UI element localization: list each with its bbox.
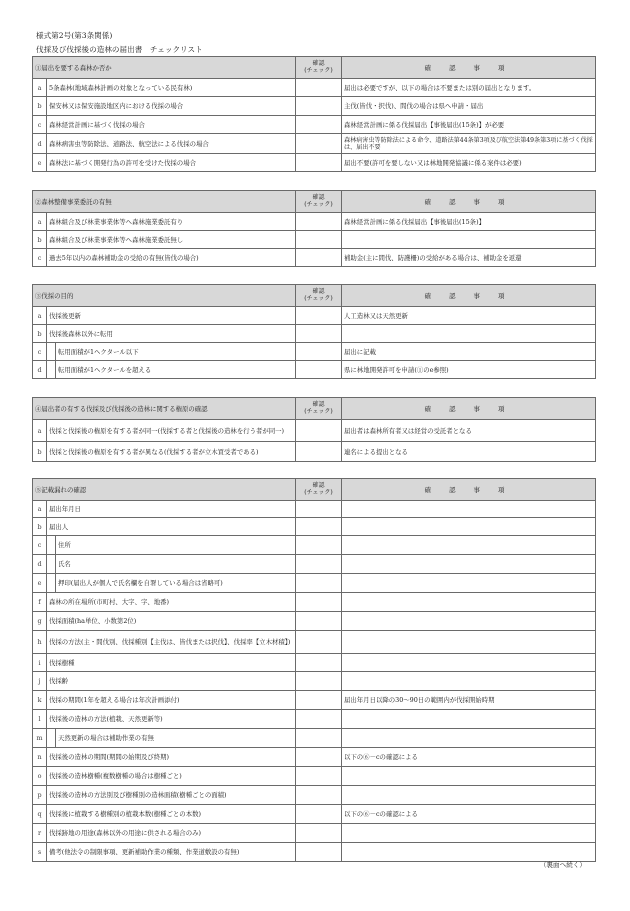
check-cell[interactable] [296,361,342,379]
row-letter: c [33,249,47,267]
confirm-note [342,231,596,249]
confirm-note: 届出年月日以降の30〜90日の範囲内が伐採開始時期 [342,691,596,710]
check-header-line2: (チェック) [304,200,333,208]
row-letter: a [33,420,47,442]
check-cell[interactable] [296,555,342,574]
checklist-row [33,843,596,862]
confirm-note [342,654,596,672]
checklist-row [33,361,596,379]
checklist-row [33,555,596,574]
row-item-text: 氏名 [56,555,296,574]
row-item-text: 伐採後の造林樹種(複数樹種の場合は樹種ごと) [47,767,296,786]
row-letter: a [33,79,47,97]
check-cell[interactable] [296,518,342,536]
check-cell[interactable] [296,612,342,631]
checklist-row [33,729,596,748]
document-title: 伐採及び伐採後の造林の届出書 チェックリスト [36,45,203,54]
confirm-note: 県に林地開発許可を申請(①のe参照) [342,361,596,379]
checklist-row [33,536,596,555]
checklist-row [33,767,596,786]
check-column-header [296,398,342,420]
confirm-column-header: 確 認 事 項 [342,398,596,420]
checklist-row [33,691,596,710]
confirm-note [342,631,596,654]
check-cell[interactable] [296,672,342,691]
check-cell[interactable] [296,343,342,361]
checklist-row [33,249,596,267]
confirm-column-header: 確 認 事 項 [342,479,596,501]
checklist-row [33,79,596,97]
check-cell[interactable] [296,631,342,654]
check-cell[interactable] [296,748,342,767]
row-item-text: 伐採の期間(1年を超える場合は年次計画添付) [47,691,296,710]
row-item-text: 伐採齢 [47,672,296,691]
check-header-line1: 確認 [312,59,325,67]
confirm-note [342,612,596,631]
confirm-note [342,536,596,555]
row-item-text: 森林の所在場所(市町村、大字、字、地番) [47,593,296,612]
confirm-note [342,325,596,343]
row-item-text: 伐採後森林以外に転用 [47,325,296,343]
section-title: ①届出を要する森林か否か [33,57,296,79]
row-letter: r [33,824,47,843]
confirm-note: 以下の⑥－cの確認による [342,805,596,824]
row-letter: b [33,97,47,116]
row-letter: b [33,325,47,343]
checklist-row [33,442,596,462]
section-title: ③伐採の目的 [33,285,296,307]
check-cell[interactable] [296,710,342,729]
checklist-row [33,593,596,612]
checklist-row [33,518,596,536]
sub-indent-cell [47,361,56,379]
sub-indent-cell [47,343,56,361]
checklist-row [33,154,596,172]
confirm-note: 以下の⑥－cの確認による [342,748,596,767]
row-letter: h [33,631,47,654]
checklist-row [33,786,596,805]
check-cell[interactable] [296,767,342,786]
check-cell[interactable] [296,325,342,343]
check-cell[interactable] [296,805,342,824]
confirm-note [342,501,596,518]
section-title: ⑤記載漏れの確認 [33,479,296,501]
row-item-text: 天然更新の場合は補助作業の有無 [56,729,296,748]
sub-indent-cell [47,555,56,574]
section-title: ②森林整備事業委託の有無 [33,191,296,213]
row-letter: i [33,654,47,672]
row-letter: j [33,672,47,691]
confirm-note [342,767,596,786]
confirm-note [342,555,596,574]
row-item-text: 備考(他法令の制限事項、更新補助作業の種類、作業道敷設の有無) [47,843,296,862]
checklist-row [33,654,596,672]
confirm-note: 届出者は森林所有者又は経営の受託者となる [342,420,596,442]
check-column-header [296,191,342,213]
row-letter: m [33,729,47,748]
confirm-note [342,729,596,748]
check-header-line2: (チェック) [304,488,333,496]
sub-indent-cell [47,536,56,555]
check-cell[interactable] [296,231,342,249]
check-cell[interactable] [296,249,342,267]
checklist-row [33,116,596,134]
confirm-note: 森林経営計画に係る伐採届出【事後届出(15条)】が必要 [342,116,596,134]
confirm-note: 主伐(皆伐・択伐)、間伐の場合は県へ申請・届出 [342,97,596,116]
row-letter: l [33,710,47,729]
checklist-row [33,97,596,116]
row-item-text: 森林病害虫等防除法、道路法、航空法による伐採の場合 [47,134,296,154]
checklist-row [33,631,596,654]
check-cell[interactable] [296,843,342,862]
sub-indent-cell [47,729,56,748]
checklist-row [33,420,596,442]
checklist-row [33,231,596,249]
row-item-text: 森林経営計画に基づく伐採の場合 [47,116,296,134]
row-item-text: 森林組合及び林業事業体等へ森林施業委託有り [47,213,296,231]
row-letter: d [33,134,47,154]
check-cell[interactable] [296,536,342,555]
row-item-text: 森林組合及び林業事業体等へ森林施業委託無し [47,231,296,249]
checklist-row [33,574,596,593]
confirm-note [342,710,596,729]
confirm-note [342,824,596,843]
row-item-text: 転用面積が1ヘクタール以下 [56,343,296,361]
check-cell[interactable] [296,307,342,325]
row-item-text: 住所 [56,536,296,555]
checklist-row [33,134,596,154]
checklist-row [33,325,596,343]
row-item-text: 過去5年以内の森林補助金の受給の有無(皆伐の場合) [47,249,296,267]
row-item-text: 5条森林(地域森林計画の対象となっている民有林) [47,79,296,97]
checklist-row [33,307,596,325]
check-header-line1: 確認 [312,287,325,295]
row-letter: a [33,501,47,518]
check-cell[interactable] [296,574,342,593]
row-item-text: 伐採後の造林の方法(植栽、天然更新等) [47,710,296,729]
confirm-note [342,593,596,612]
row-item-text: 伐採跡地の用途(森林以外の用途に供される場合のみ) [47,824,296,843]
section-title: ④届出者の有する伐採及び伐採後の造林に関する権原の確認 [33,398,296,420]
check-cell[interactable] [296,729,342,748]
row-letter: a [33,307,47,325]
check-cell[interactable] [296,213,342,231]
check-cell[interactable] [296,442,342,462]
confirm-column-header: 確 認 事 項 [342,191,596,213]
form-number: 様式第2号(第3条関係) [36,31,113,40]
check-cell[interactable] [296,824,342,843]
check-cell[interactable] [296,134,342,154]
row-letter: o [33,767,47,786]
row-item-text: 伐採の方法(主・間伐別、伐採種別【主伐は、皆伐または択伐】、伐採率【立木材積】) [47,631,296,654]
checklist-row [33,672,596,691]
confirm-note [342,672,596,691]
sub-indent-cell [47,574,56,593]
confirm-note: 補助金(主に間伐、防護柵)の受給がある場合は、補助金を返還 [342,249,596,267]
row-item-text: 伐採後の造林の方法別及び樹種別の造林面積(樹種ごとの面積) [47,786,296,805]
check-header-line1: 確認 [312,481,325,489]
confirm-note [342,518,596,536]
row-letter: c [33,343,47,361]
row-item-text: 伐採面積(ha単位、小数第2位) [47,612,296,631]
confirm-note [342,786,596,805]
checklist-section-2 [32,190,596,267]
checklist-section-5 [32,478,596,862]
checklist-row [33,343,596,361]
check-cell[interactable] [296,593,342,612]
check-cell[interactable] [296,154,342,172]
confirm-note: 届出不要(許可を要しない又は林地開発協議に係る案件は必要) [342,154,596,172]
confirm-note: 届出は必要ですが、以下の場合は不要または別の届出となります。 [342,79,596,97]
confirm-note: 届出に記載 [342,343,596,361]
row-letter: a [33,213,47,231]
row-letter: b [33,231,47,249]
confirm-note: 人工造林又は天然更新 [342,307,596,325]
checklist-section-1 [32,56,596,172]
check-column-header [296,285,342,307]
row-letter: n [33,748,47,767]
checklist-row [33,612,596,631]
check-cell[interactable] [296,79,342,97]
check-cell[interactable] [296,97,342,116]
row-item-text: 押印(届出人が個人で氏名欄を自署している場合は省略可) [56,574,296,593]
check-header-line2: (チェック) [304,407,333,415]
row-letter: s [33,843,47,862]
row-letter: d [33,361,47,379]
row-letter: d [33,555,47,574]
checklist-section-4 [32,397,596,462]
row-letter: p [33,786,47,805]
checklist-row [33,710,596,729]
row-item-text: 届出年月日 [47,501,296,518]
row-item-text: 伐採と伐採後の権原を有する者が同一(伐採する者と伐採後の造林を行う者が同一) [47,420,296,442]
row-item-text: 届出人 [47,518,296,536]
row-letter: e [33,154,47,172]
check-header-line1: 確認 [312,400,325,408]
row-item-text: 伐採後の造林の期間(期間の始期及び終期) [47,748,296,767]
checklist-row [33,824,596,843]
confirm-note: 連名による提出となる [342,442,596,462]
checklist-section-3 [32,284,596,379]
row-letter: c [33,536,47,555]
row-item-text: 伐採後に植栽する樹種別の植栽本数(樹種ごとの本数) [47,805,296,824]
check-cell[interactable] [296,691,342,710]
check-cell[interactable] [296,786,342,805]
check-cell[interactable] [296,420,342,442]
confirm-note [342,574,596,593]
confirm-column-header: 確 認 事 項 [342,285,596,307]
check-header-line2: (チェック) [304,294,333,302]
checklist-row [33,748,596,767]
row-item-text: 森林法に基づく開発行為の許可を受けた伐採の場合 [47,154,296,172]
checklist-row [33,805,596,824]
confirm-note: 森林経営計画に係る伐採届出【事後届出(15条)】 [342,213,596,231]
check-cell[interactable] [296,501,342,518]
check-header-line1: 確認 [312,193,325,201]
check-header-line2: (チェック) [304,66,333,74]
row-letter: b [33,442,47,462]
row-letter: k [33,691,47,710]
check-cell[interactable] [296,654,342,672]
row-letter: e [33,574,47,593]
check-cell[interactable] [296,116,342,134]
row-letter: q [33,805,47,824]
row-letter: b [33,518,47,536]
checklist-row [33,501,596,518]
row-item-text: 転用面積が1ヘクタールを超える [56,361,296,379]
check-column-header [296,479,342,501]
row-item-text: 伐採樹種 [47,654,296,672]
row-item-text: 伐採と伐採後の権原を有する者が異なる(伐採する者が立木買受者である) [47,442,296,462]
row-item-text: 保安林又は保安施設地区内における伐採の場合 [47,97,296,116]
checklist-row [33,213,596,231]
row-item-text: 伐採後更新 [47,307,296,325]
check-column-header [296,57,342,79]
row-letter: c [33,116,47,134]
row-letter: f [33,593,47,612]
continued-note: （裏面へ続く） [539,861,586,869]
row-letter: g [33,612,47,631]
confirm-column-header: 確 認 事 項 [342,57,596,79]
confirm-note: 森林病害虫等防除法による命令、道路法第44条第3項及び航空法第49条第3項に基づく伐採は、届出不要 [342,134,596,154]
